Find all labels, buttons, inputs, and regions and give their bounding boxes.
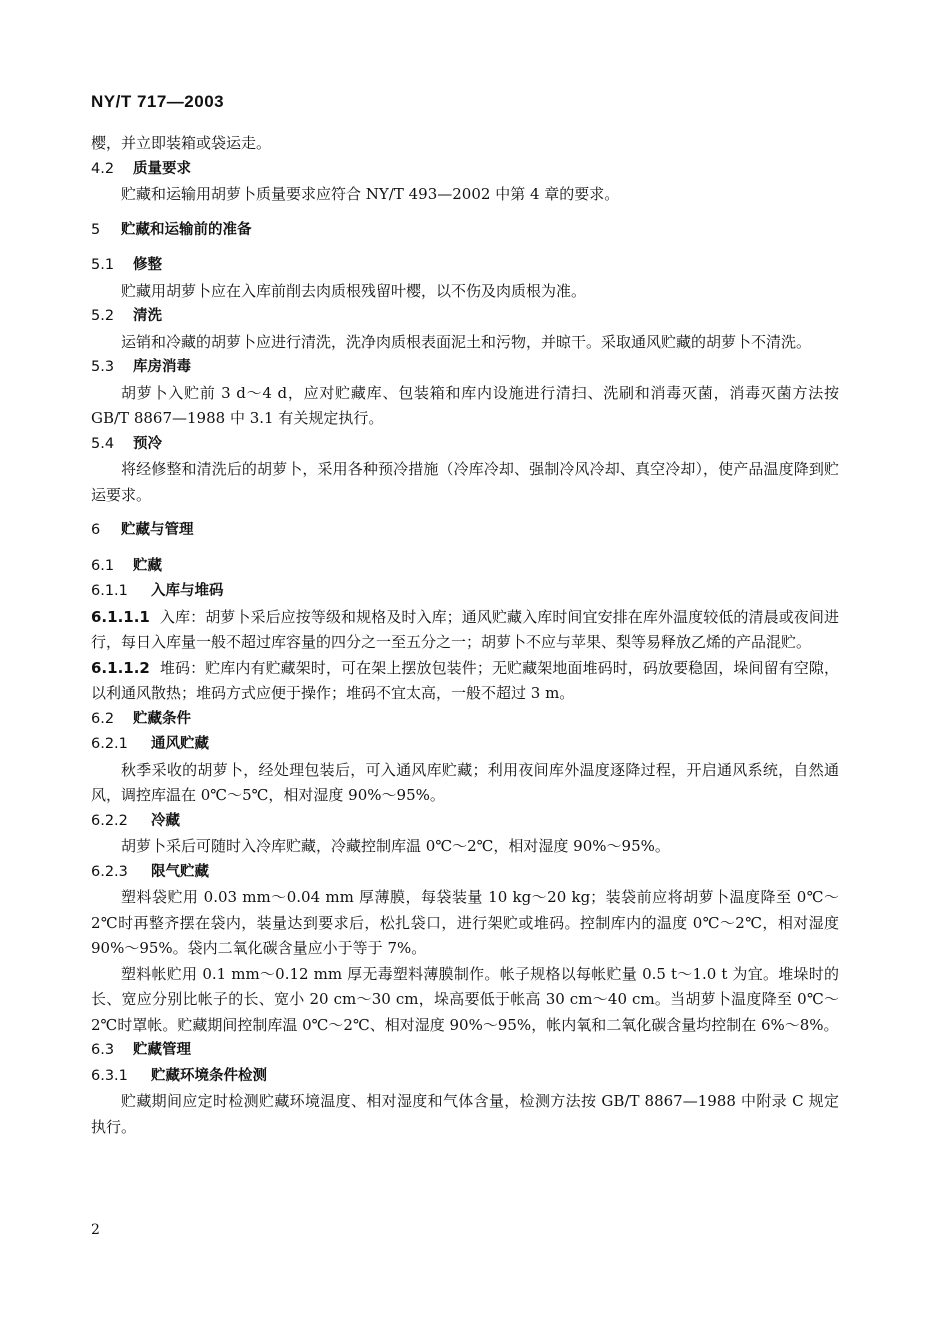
section-heading [91, 253, 839, 279]
clause-text: 堆码：贮库内有贮藏架时，可在架上摆放包装件；无贮藏架地面堆码时，码放要稳固，垛间留有空隙，以利通风散热；堆码方式应便于操作；堆码不宜太高，一般不超过 3 m。 [91, 658, 839, 702]
paragraph: 贮藏用胡萝卜应在入库前削去肉质根残留叶樱，以不伤及肉质根为准。 [121, 281, 587, 300]
section-title: 限气贮藏 [151, 863, 209, 880]
paragraph: 塑料帐贮用 0.1 mm～0.12 mm 厚无毒塑料薄膜制作。帐子规格以每帐贮量 0.5 t～1.0 t 为宜。堆垛时的长、宽应分别比帐子的长、宽小 20 cm～30 cm，垛高要低于帐高 30 cm～40 cm。当胡萝卜温度降至 0℃～2℃时罩帐。贮藏期间控制库温 0℃～2℃、相对湿度 90%～95%，帐内氧和二氧化碳含量均控制在 6%～8%。 [91, 964, 839, 1034]
section-title: 贮藏环境条件检测 [151, 1067, 267, 1084]
section-heading [91, 355, 839, 381]
section-number: 5.1 [91, 257, 115, 273]
section-heading [91, 1064, 839, 1090]
paragraph: 樱，并立即装箱或袋运走。 [91, 134, 272, 152]
section-title: 贮藏条件 [133, 710, 191, 727]
section-number: 5 [91, 221, 101, 238]
section-number: 5.2 [91, 308, 115, 324]
paragraph: 塑料袋贮用 0.03 mm～0.04 mm 厚薄膜，每袋装量 10 kg～20 kg；装袋前应将胡萝卜温度降至 0℃～2℃时再整齐摆在袋内，装量达到要求后，松扎袋口，进行架贮或堆码。控制库内的温度 0℃～2℃，相对湿度 90%～95%。袋内二氧化碳含量应小于等于 7%。 [91, 888, 839, 957]
section-title: 质量要求 [133, 160, 191, 177]
document-body [91, 131, 839, 1140]
clause-text: 入库：胡萝卜采后应按等级和规格及时入库；通风贮藏入库时间宜安排在库外温度较低的清晨或夜间进行，每日入库量一般不超过库容量的四分之一至五分之一；胡萝卜不应与苹果、梨等易释放乙烯的产品混贮。 [91, 607, 839, 651]
section-number: 6.1 [91, 557, 115, 574]
section-heading [91, 1038, 839, 1064]
section-title: 修整 [133, 257, 162, 273]
paragraph: 贮藏和运输用胡萝卜质量要求应符合 NY/T 493—2002 中第 4 章的要求。 [121, 185, 620, 203]
section-number: 5.4 [91, 435, 115, 452]
section-number: 6.2.1 [91, 736, 128, 752]
section-title: 贮藏 [133, 557, 162, 574]
section-number: 6.3 [91, 1042, 115, 1058]
section-heading [91, 157, 839, 183]
section-title: 贮藏管理 [133, 1042, 191, 1058]
section-title: 预冷 [133, 435, 162, 452]
section-title: 库房消毒 [133, 359, 191, 375]
paragraph: 运销和冷藏的胡萝卜应进行清洗，洗净肉质根表面泥土和污物，并晾干。采取通风贮藏的胡萝卜不清洗。 [121, 332, 812, 351]
section-number: 6.2.3 [91, 863, 128, 880]
numbered-paragraph [91, 605, 839, 656]
section-number: 6.1.1 [91, 583, 128, 599]
section-title: 冷藏 [151, 812, 180, 829]
section-title: 贮藏和运输前的准备 [121, 221, 252, 238]
paragraph: 胡萝卜入贮前 3 d～4 d，应对贮藏库、包装箱和库内设施进行清扫、洗刷和消毒灭菌，消毒灭菌方法按 GB/T 8867—1988 中 3.1 有关规定执行。 [91, 383, 839, 427]
clause-number: 6.1.1.2 [91, 658, 150, 677]
section-heading [91, 732, 839, 758]
section-title: 贮藏与管理 [121, 522, 194, 538]
section-number: 6 [91, 522, 101, 538]
section-title: 清洗 [133, 308, 162, 324]
paragraph: 将经修整和清洗后的胡萝卜，采用各种预冷措施（冷库冷却、强制冷风冷却、真空冷却），使产品温度降到贮运要求。 [91, 460, 839, 504]
paragraph: 胡萝卜采后可随时入冷库贮藏，冷藏控制库温 0℃～2℃，相对湿度 90%～95%。 [121, 837, 670, 855]
section-title: 通风贮藏 [151, 736, 209, 752]
standard-number-header: NY/T 717—2003 [91, 92, 225, 111]
section-heading [91, 579, 839, 605]
section-number: 4.2 [91, 160, 115, 177]
section-heading [91, 809, 839, 835]
numbered-paragraph [91, 656, 839, 707]
paragraph: 贮藏期间应定时检测贮藏环境温度、相对湿度和气体含量，检测方法按 GB/T 8867—1988 中附录 C 规定执行。 [91, 1092, 839, 1136]
section-heading [91, 432, 839, 458]
section-title: 入库与堆码 [151, 583, 224, 599]
section-number: 6.3.1 [91, 1067, 128, 1084]
paragraph: 秋季采收的胡萝卜，经处理包装后，可入通风库贮藏；利用夜间库外温度逐降过程，开启通风系统，自然通风，调控库温在 0℃～5℃，相对湿度 90%～95%。 [91, 760, 839, 804]
clause-number: 6.1.1.1 [91, 607, 150, 626]
section-number: 5.3 [91, 359, 115, 375]
section-heading [91, 860, 839, 886]
section-heading [91, 554, 839, 580]
page-number: 2 [91, 1222, 100, 1238]
section-number: 6.2 [91, 710, 115, 727]
section-heading [91, 304, 839, 330]
section-heading [91, 218, 839, 244]
section-heading [91, 518, 839, 544]
section-heading [91, 707, 839, 733]
section-number: 6.2.2 [91, 812, 128, 829]
